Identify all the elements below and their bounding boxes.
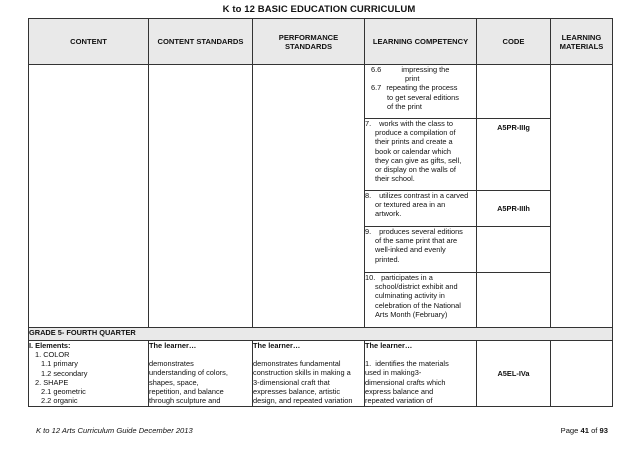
competency-line: to get several editions — [387, 92, 459, 102]
competency-number: 1. — [365, 359, 372, 369]
competency-line: or display on the walls of — [375, 165, 456, 175]
learning-materials-cell — [551, 341, 613, 407]
competency-cell — [365, 341, 477, 407]
page-prefix: Page — [560, 426, 579, 435]
performance-standards-line: expresses balance, artistic — [253, 386, 341, 396]
code-cell: A5EL-IVa — [477, 341, 551, 407]
content-standards-heading: The learner… — [149, 341, 197, 350]
code-cell — [477, 227, 551, 273]
competency-line: used in making3- — [365, 368, 422, 378]
table-row — [29, 341, 613, 407]
competency-line: or textured area in an — [375, 200, 446, 210]
content-standards-line: through sculpture and — [149, 396, 221, 406]
performance-standards-line: 3-dimensional craft that — [253, 377, 330, 387]
competency-number: 9. — [365, 227, 372, 236]
table-header-row — [29, 19, 613, 65]
competency-line: of the print — [387, 101, 422, 111]
header-content-standards: CONTENT STANDARDS — [149, 19, 253, 65]
content-standards-line: demonstrates — [149, 359, 194, 369]
competency-line: repeating the process — [386, 83, 458, 93]
competency-line: school/district exhibit and — [375, 282, 458, 292]
competency-line: print — [405, 74, 420, 84]
code-cell: A5PR-IIIh — [477, 191, 551, 227]
performance-standards-line: construction skills in making a — [253, 368, 351, 378]
competency-line: express balance and — [365, 386, 434, 396]
code-cell — [477, 65, 551, 119]
competency-cell — [365, 191, 477, 227]
competency-line: artwork. — [375, 209, 402, 219]
quarter-row — [29, 328, 613, 341]
competency-number: 10. — [365, 273, 376, 282]
competency-line: dimensional crafts which — [365, 377, 446, 387]
competency-line: their prints and create a — [375, 137, 453, 147]
competency-line: printed. — [375, 254, 400, 264]
competency-line: of the same print that are — [375, 236, 458, 246]
competency-line: celebration of the National — [375, 300, 461, 310]
performance-standards-cell-empty — [253, 65, 365, 328]
header-content: CONTENT — [29, 19, 149, 65]
content-item: 1.1 primary — [41, 359, 78, 369]
competency-line: book or calendar which — [375, 146, 452, 156]
code-cell: A5PR-IIIg — [477, 119, 551, 191]
competency-line: utilizes contrast in a carved — [379, 191, 469, 200]
content-item: 2. SHAPE — [35, 377, 69, 387]
competency-line: they can give as gifts, sell, — [375, 155, 462, 165]
competency-cell — [365, 227, 477, 273]
code-cell — [477, 273, 551, 328]
competency-line: repeated variation of — [365, 396, 433, 406]
performance-standards-heading: The learner… — [253, 341, 301, 350]
competency-line: produce a compilation of — [375, 128, 456, 138]
page-of: of — [591, 426, 598, 435]
competency-number: 8. — [365, 191, 372, 200]
competency-line: works with the class to — [379, 119, 453, 128]
curriculum-table — [28, 18, 613, 407]
performance-standards-cell — [253, 341, 365, 407]
document-title: K to 12 BASIC EDUCATION CURRICULUM — [222, 4, 416, 15]
footer-page-number — [561, 426, 608, 435]
page-total: 93 — [599, 426, 608, 435]
content-item: 2.1 geometric — [41, 387, 86, 397]
content-cell-empty — [29, 65, 149, 328]
content-standards-cell-empty — [149, 65, 253, 328]
content-heading: I. Elements: — [29, 341, 71, 350]
competency-heading: The learner… — [365, 341, 413, 350]
content-item: 1. COLOR — [35, 350, 70, 360]
competency-line: produces several editions — [379, 227, 463, 236]
competency-cell — [365, 273, 477, 328]
competency-line: identifies the materials — [375, 359, 449, 369]
competency-number: 7. — [365, 119, 372, 128]
competency-line: impressing the — [401, 65, 450, 74]
content-cell — [29, 341, 149, 407]
content-standards-line: repetition, and balance — [149, 386, 224, 396]
header-learning-competency: LEARNING COMPETENCY — [365, 19, 477, 65]
content-standards-cell — [149, 341, 253, 407]
content-item: 2.2 organic — [41, 396, 78, 406]
page-current: 41 — [580, 426, 589, 435]
competency-line: participates in a — [381, 273, 433, 282]
competency-line: well-inked and evenly — [375, 245, 446, 255]
footer-guide-title: K to 12 Arts Curriculum Guide December 2013 — [36, 426, 193, 435]
performance-standards-line: design, and repeated variation — [253, 396, 353, 406]
header-performance-standards: PERFORMANCE STANDARDS — [253, 19, 365, 65]
learning-materials-cell-empty — [551, 65, 613, 328]
header-code: CODE — [477, 19, 551, 65]
content-standards-line: understanding of colors, — [149, 368, 228, 378]
competency-cell — [365, 119, 477, 191]
competency-line: their school. — [375, 174, 415, 184]
header-learning-materials: LEARNING MATERIALS — [551, 19, 613, 65]
competency-line: Arts Month (February) — [375, 309, 448, 319]
competency-number: 6.7 — [371, 83, 382, 93]
content-item: 1.2 secondary — [41, 368, 88, 378]
table-row — [29, 65, 613, 119]
competency-line: culminating activity in — [375, 291, 445, 301]
competency-number: 6.6 — [371, 65, 382, 74]
content-standards-line: shapes, space, — [149, 377, 199, 387]
quarter-label: GRADE 5- FOURTH QUARTER — [29, 328, 613, 341]
performance-standards-line: demonstrates fundamental — [253, 359, 341, 369]
competency-cell — [365, 65, 477, 119]
